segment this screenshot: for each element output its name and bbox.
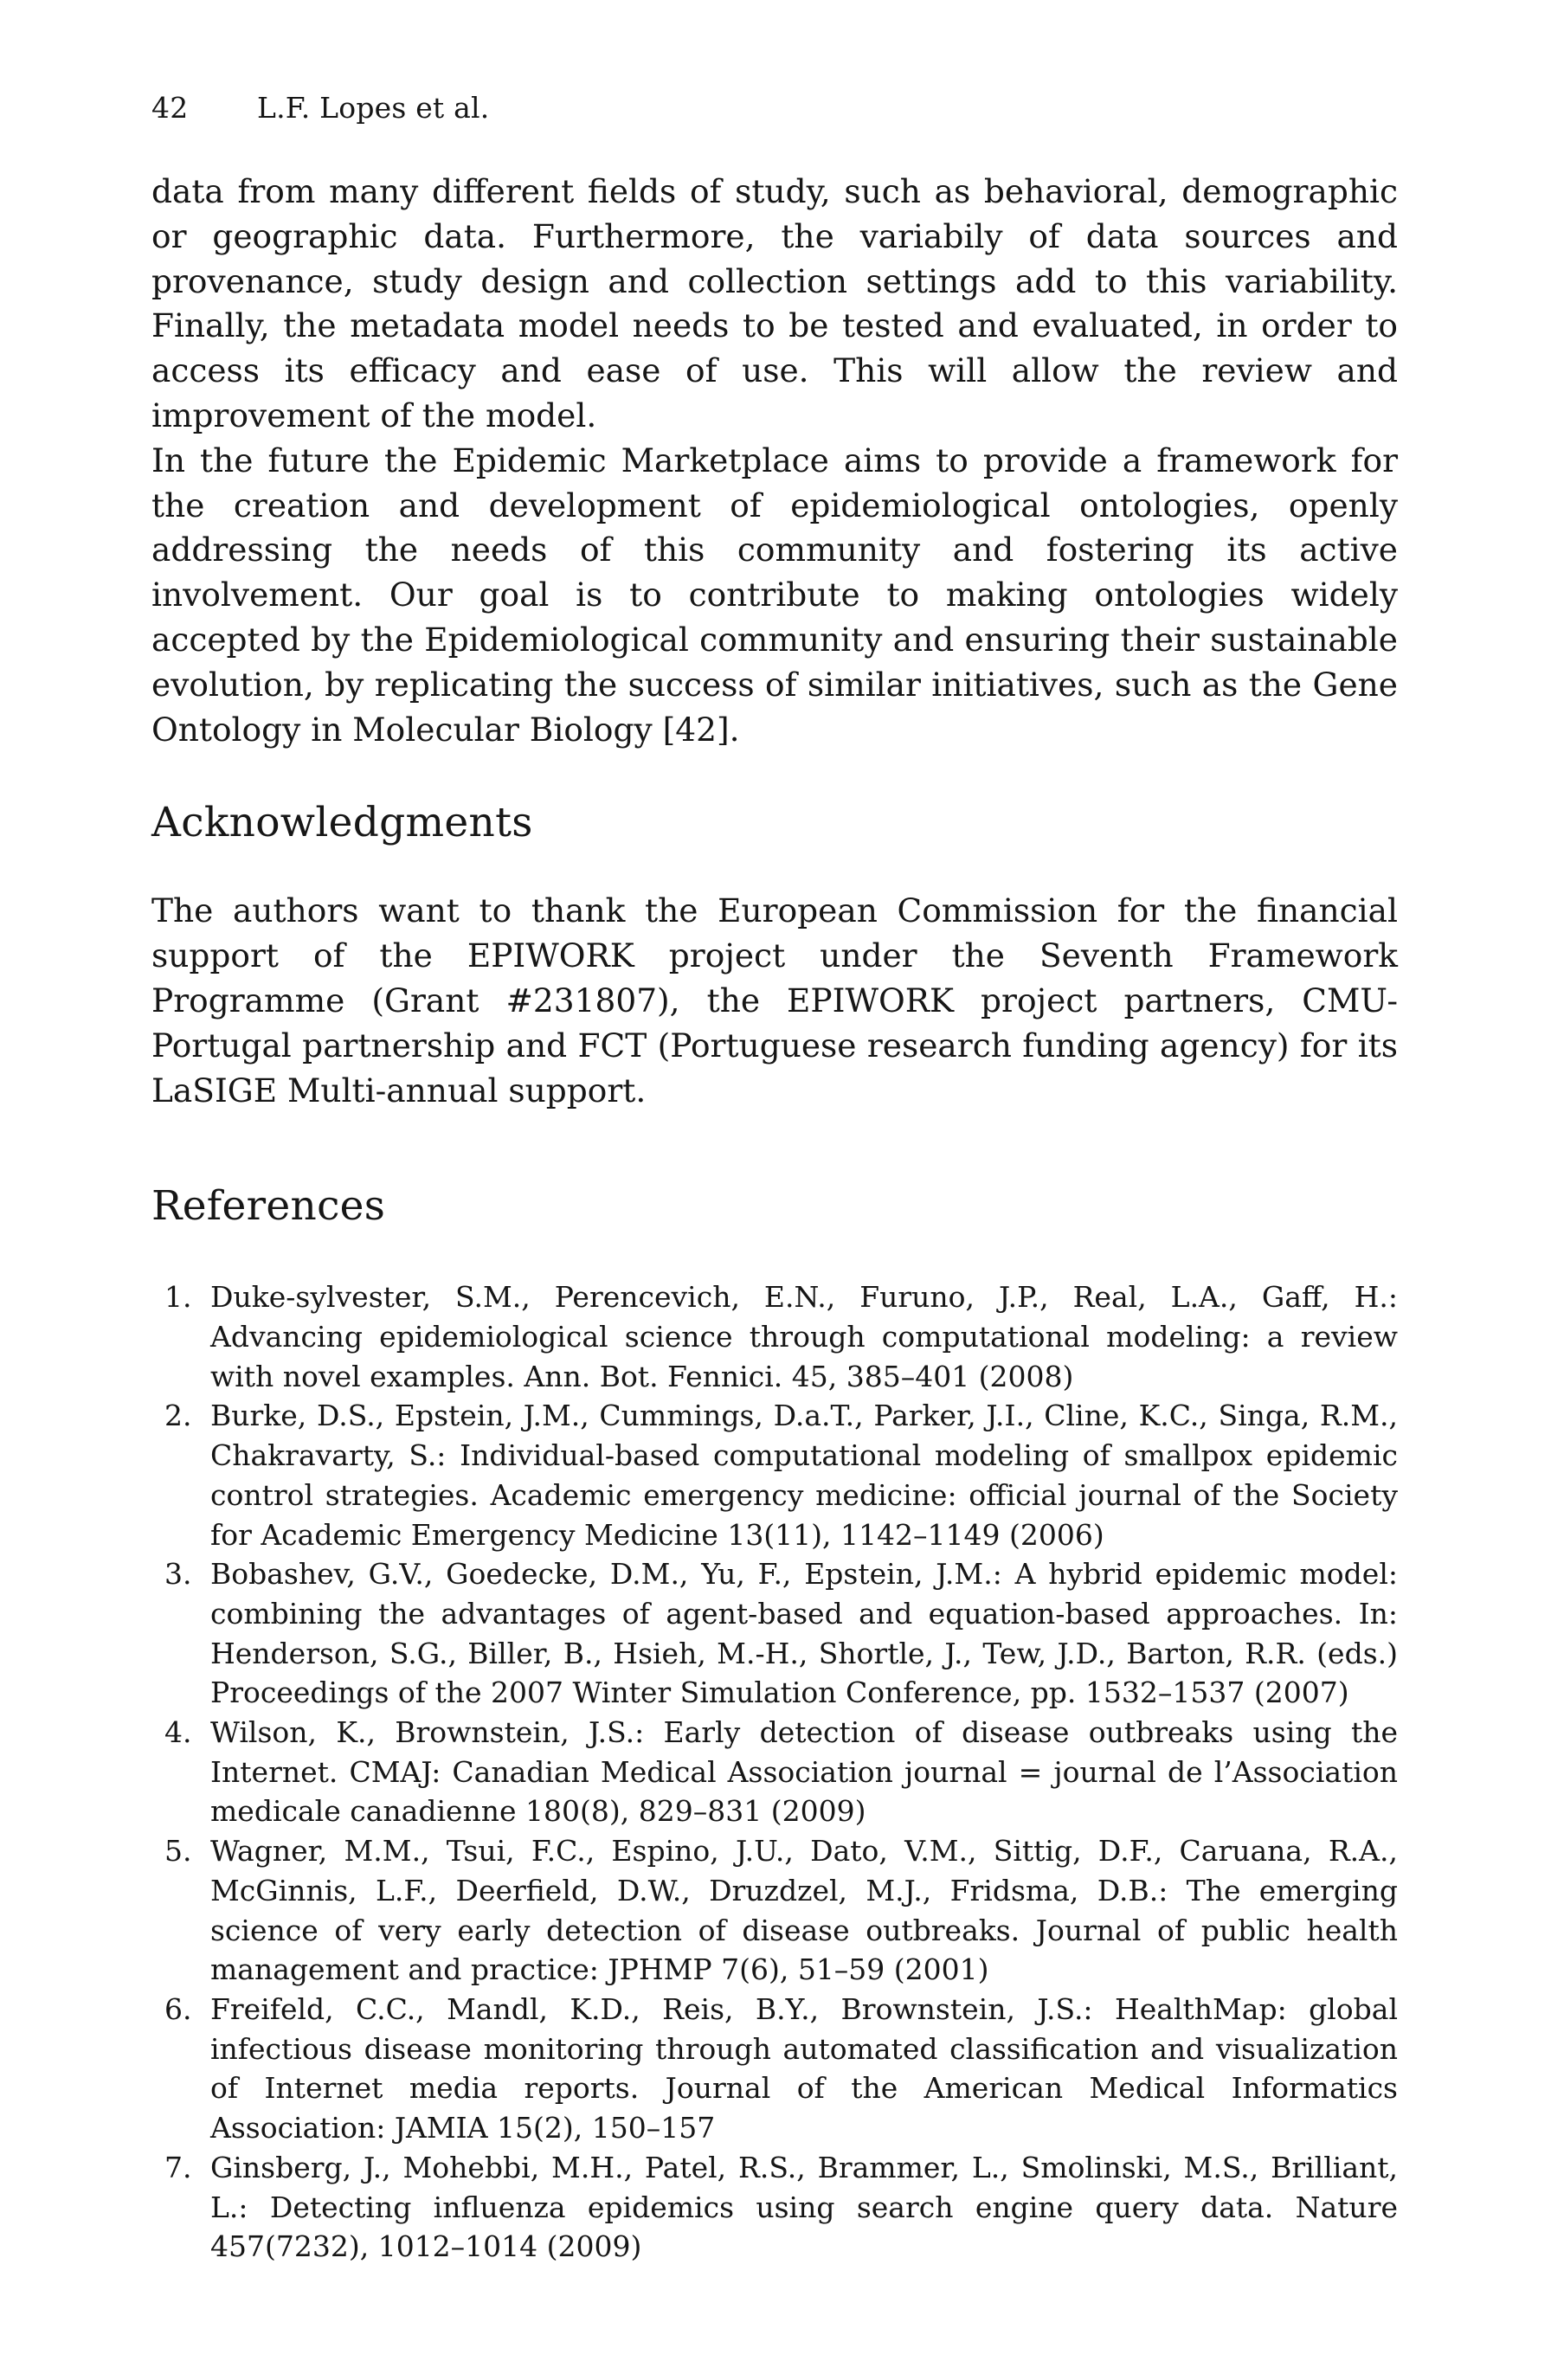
reference-number: 5. [164,1834,192,1869]
reference-item [151,1396,1398,1554]
reference-number: 2. [164,1399,192,1433]
reference-number: 3. [164,1557,192,1592]
reference-text: Freifeld, C.C., Mandl, K.D., Reis, B.Y., Brownstein, J.S.: HealthMap: global infectious disease monitoring through automated classification and visualization of Internet media reports. Journal of the American Medical Informatics Association: JAMIA 15(2), 150–157 [210,1992,1398,2145]
page-number: 42 [151,91,189,125]
reference-number: 6. [164,1992,192,2026]
reference-text: Burke, D.S., Epstein, J.M., Cummings, D.a.T., Parker, J.I., Cline, K.C., Singa, R.M., Chakravarty, S.: Individual-based computational modeling of smallpox epidemic control strategies. Academic emergency medicine: official journal of the Society for Academic Emergency Medicine 13(11), 1142–1149 (2006) [210,1399,1398,1552]
reference-item [151,1713,1398,1831]
reference-number: 4. [164,1715,192,1750]
running-head [151,88,1398,128]
reference-item [151,1990,1398,2148]
reference-number: 1. [164,1280,192,1315]
acknowledgments-text: The authors want to thank the European Commission for the financial support of the EPIWORK project under the Seventh Framework Programme (Grant #231807), the EPIWORK project partners, CMU-Portugal partnership and FCT (Portuguese research funding agency) for its LaSIGE Multi-annual support. [151,891,1398,1110]
references-heading: References [151,1182,386,1231]
page [151,88,1398,2267]
reference-item [151,1831,1398,1990]
reference-item [151,2148,1398,2267]
reference-text: Ginsberg, J., Mohebbi, M.H., Patel, R.S., Brammer, L., Smolinski, M.S., Brilliant, L.: Detecting influenza epidemics using search engine query data. Nature 457(7232), 1012–1014 (2009) [210,2150,1398,2264]
reference-item [151,1554,1398,1713]
reference-text: Wilson, K., Brownstein, J.S.: Early detection of disease outbreaks using the Internet. CMAJ: Canadian Medical Association journal = journal de l’Association medicale canadienne 180(8), 829–831 (2009) [210,1715,1398,1829]
reference-text: Wagner, M.M., Tsui, F.C., Espino, J.U., Dato, V.M., Sittig, D.F., Caruana, R.A., McGinnis, L.F., Deerfield, D.W., Druzdzel, M.J., Fridsma, D.B.: The emerging science of very early detection of disease outbreaks. Journal of public health management and practice: JPHMP 7(6), 51–59 (2001) [210,1834,1398,1987]
references-list [151,1277,1398,2267]
body-paragraph-1: data from many different fields of study, such as behavioral, demographic or geographic data. Furthermore, the variabily of data sources and provenance, study design and collection settings add to this variability. Finally, the metadata model needs to be tested and evaluated, in order to access its efficacy and ease of use. This will allow the review and improvement of the model. [151,172,1398,434]
reference-text: Bobashev, G.V., Goedecke, D.M., Yu, F., Epstein, J.M.: A hybrid epidemic model: combining the advantages of agent-based and equation-based approaches. In: Henderson, S.G., Biller, B., Hsieh, M.-H., Shortle, J., Tew, J.D., Barton, R.R. (eds.) Proceedings of the 2007 Winter Simulation Conference, pp. 1532–1537 (2007) [210,1557,1398,1710]
body-paragraph-2: In the future the Epidemic Marketplace aims to provide a framework for the creation and development of epidemiological ontologies, openly addressing the needs of this community and fostering its active involvement. Our goal is to contribute to making ontologies widely accepted by the Epidemiological community and ensuring their sustainable evolution, by replicating the success of similar initiatives, such as the Gene Ontology in Molecular Biology [42]. [151,441,1398,749]
acknowledgments-heading: Acknowledgments [151,799,533,847]
running-head-authors: L.F. Lopes et al. [257,91,490,125]
reference-number: 7. [164,2150,192,2184]
reference-item [151,1277,1398,1396]
reference-text: Duke-sylvester, S.M., Perencevich, E.N., Furuno, J.P., Real, L.A., Gaff, H.: Advancing epidemiological science through computational modeling: a review with novel examples. Ann. Bot. Fennici. 45, 385–401 (2008) [210,1280,1398,1393]
